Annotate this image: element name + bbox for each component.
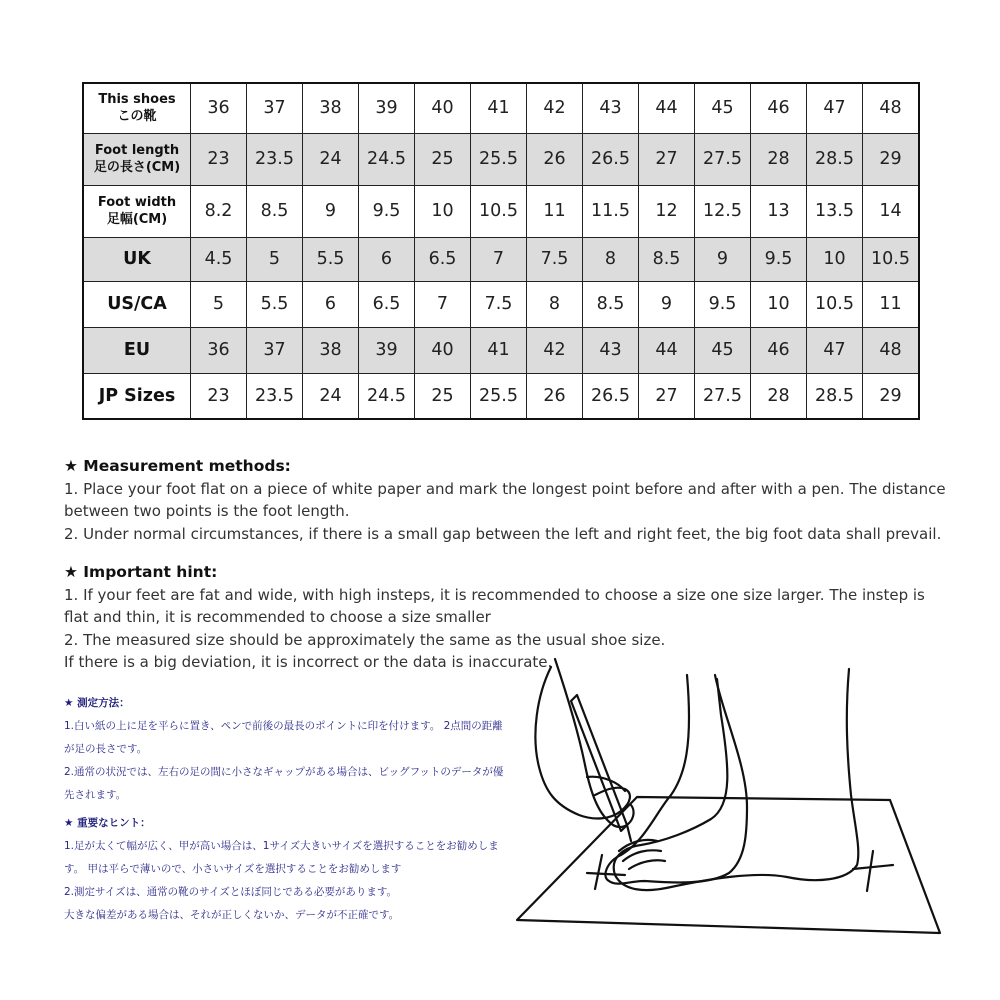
size-cell: 37	[247, 327, 303, 373]
size-cell: 27	[639, 373, 695, 419]
jp-hint-heading: ★ 重要なヒント：	[64, 817, 151, 829]
size-cell: 25	[415, 133, 471, 185]
size-cell: 6.5	[359, 281, 415, 327]
right-foot-outline	[614, 669, 859, 890]
size-cell: 7	[471, 237, 527, 281]
size-cell: 5.5	[247, 281, 303, 327]
size-cell: 8.5	[583, 281, 639, 327]
row-label-line: US/CA	[107, 294, 167, 314]
size-cell: 39	[359, 327, 415, 373]
size-cell: 8.5	[639, 237, 695, 281]
row-label-line: 足幅(CM)	[106, 212, 168, 227]
size-cell: 44	[639, 83, 695, 133]
size-cell: 26	[527, 373, 583, 419]
size-cell: 28.5	[807, 133, 863, 185]
jp-hint-section	[64, 812, 504, 927]
paper-sheet-shape	[517, 797, 940, 933]
size-cell: 48	[863, 327, 920, 373]
measurement-methods-step-2: 2. Under normal circumstances, if there is a small gap between the left and right feet, the big foot data shall prevail.	[64, 524, 942, 543]
size-cell: 43	[583, 327, 639, 373]
size-cell: 39	[359, 83, 415, 133]
size-cell: 40	[415, 327, 471, 373]
size-cell: 25.5	[471, 133, 527, 185]
size-cell: 29	[863, 133, 920, 185]
size-cell: 9.5	[695, 281, 751, 327]
row-label	[83, 281, 191, 327]
row-label-line: Foot length	[94, 143, 180, 158]
size-row	[83, 133, 919, 185]
row-label-line: EU	[123, 340, 151, 360]
size-cell: 8	[583, 237, 639, 281]
row-label-line: Foot width	[97, 195, 177, 210]
size-cell: 40	[415, 83, 471, 133]
size-cell: 36	[191, 327, 247, 373]
size-cell: 23	[191, 373, 247, 419]
size-cell: 12	[639, 185, 695, 237]
size-row	[83, 83, 919, 133]
size-cell: 9.5	[359, 185, 415, 237]
size-cell: 7.5	[471, 281, 527, 327]
size-cell: 26.5	[583, 373, 639, 419]
size-cell: 9	[303, 185, 359, 237]
size-cell: 45	[695, 327, 751, 373]
size-cell: 48	[863, 83, 920, 133]
size-row	[83, 281, 919, 327]
important-hint-item-1: 1. If your feet are fat and wide, with high insteps, it is recommended to choose a size one size larger. The instep is flat and thin, it is recommended to choose a size smaller	[64, 585, 925, 626]
size-cell: 14	[863, 185, 920, 237]
size-cell: 23.5	[247, 373, 303, 419]
size-cell: 25	[415, 373, 471, 419]
size-cell: 29	[863, 373, 920, 419]
size-cell: 24.5	[359, 373, 415, 419]
size-cell: 13.5	[807, 185, 863, 237]
size-cell: 42	[527, 327, 583, 373]
size-cell: 23.5	[247, 133, 303, 185]
size-cell: 27.5	[695, 133, 751, 185]
size-cell: 5.5	[303, 237, 359, 281]
row-label-line: UK	[123, 249, 151, 269]
size-cell: 13	[751, 185, 807, 237]
size-row	[83, 373, 919, 419]
jp-measurement-section	[64, 692, 504, 807]
size-cell: 8	[527, 281, 583, 327]
size-cell: 26.5	[583, 133, 639, 185]
row-label	[83, 373, 191, 419]
pen-tip	[627, 825, 631, 841]
size-cell: 24	[303, 133, 359, 185]
size-cell: 8.2	[191, 185, 247, 237]
heel-mark-cross	[853, 865, 893, 869]
size-cell: 25.5	[471, 373, 527, 419]
row-label	[83, 133, 191, 185]
size-cell: 7	[415, 281, 471, 327]
foot-outline	[605, 675, 747, 884]
jp-measurement-step-1: 1.白い紙の上に足を平らに置き、ペンで前後の最長のポイントに印を付けます。 2点間の距離が足の長さです。	[64, 720, 503, 755]
size-cell: 27.5	[695, 373, 751, 419]
row-label	[83, 237, 191, 281]
row-label	[83, 327, 191, 373]
row-label	[83, 83, 191, 133]
size-cell: 24	[303, 373, 359, 419]
measurement-methods-heading: ★ Measurement methods:	[64, 457, 291, 475]
size-cell: 24.5	[359, 133, 415, 185]
size-cell: 41	[471, 83, 527, 133]
row-label-line: 足の長さ(CM)	[93, 160, 181, 175]
size-cell: 5	[191, 281, 247, 327]
size-cell: 11	[527, 185, 583, 237]
size-cell: 28	[751, 373, 807, 419]
row-label	[83, 185, 191, 237]
size-chart-table	[82, 82, 920, 420]
size-cell: 6	[359, 237, 415, 281]
important-hint-item-3: If there is a big deviation, it is incorrect or the data is inaccurate.	[64, 653, 553, 671]
size-cell: 11.5	[583, 185, 639, 237]
size-cell: 26	[527, 133, 583, 185]
size-cell: 9	[639, 281, 695, 327]
size-cell: 28.5	[807, 373, 863, 419]
size-cell: 10.5	[807, 281, 863, 327]
size-cell: 10.5	[863, 237, 920, 281]
size-cell: 47	[807, 327, 863, 373]
size-cell: 37	[247, 83, 303, 133]
size-cell: 27	[639, 133, 695, 185]
size-cell: 46	[751, 327, 807, 373]
size-cell: 6.5	[415, 237, 471, 281]
size-cell: 10	[807, 237, 863, 281]
jp-hint-item-2: 2.測定サイズは、通常の靴のサイズとほぼ同じである必要があります。	[64, 886, 397, 898]
size-cell: 43	[583, 83, 639, 133]
size-cell: 46	[751, 83, 807, 133]
jp-hint-item-3: 大きな偏差がある場合は、それが正しくないか、データが不正確です。	[64, 909, 400, 921]
size-cell: 10	[751, 281, 807, 327]
size-row	[83, 237, 919, 281]
jp-measurement-step-2: 2.通常の状況では、左右の足の間に小さなギャップがある場合は、ビッグフットのデータが優先されます。	[64, 766, 504, 801]
size-cell: 12.5	[695, 185, 751, 237]
size-cell: 44	[639, 327, 695, 373]
size-cell: 41	[471, 327, 527, 373]
size-cell: 36	[191, 83, 247, 133]
size-cell: 7.5	[527, 237, 583, 281]
size-cell: 4.5	[191, 237, 247, 281]
size-cell: 11	[863, 281, 920, 327]
measurement-methods-step-1: 1. Place your foot flat on a piece of white paper and mark the longest point before and after with a pen. The distance between two points is the foot length.	[64, 479, 946, 520]
size-cell: 38	[303, 83, 359, 133]
jp-measurement-heading: ★ 測定方法：	[64, 697, 130, 709]
size-cell: 28	[751, 133, 807, 185]
size-cell: 47	[807, 83, 863, 133]
size-cell: 9.5	[751, 237, 807, 281]
jp-hint-item-1: 1.足が太くて幅が広く、甲が高い場合は、1サイズ大きいサイズを選択することをお勧めします。 甲は平らで薄いので、小さいサイズを選択することをお勧めします	[64, 840, 499, 875]
size-row	[83, 327, 919, 373]
measurement-methods-section	[64, 455, 954, 545]
size-row	[83, 185, 919, 237]
row-label-line: JP Sizes	[98, 385, 176, 406]
important-hint-item-2: 2. The measured size should be approximately the same as the usual shoe size.	[64, 630, 666, 649]
size-cell: 6	[303, 281, 359, 327]
size-cell: 10	[415, 185, 471, 237]
size-cell: 38	[303, 327, 359, 373]
size-cell: 5	[247, 237, 303, 281]
toe-mark-line	[595, 855, 602, 889]
heel-mark-line	[867, 851, 873, 891]
size-cell: 9	[695, 237, 751, 281]
size-cell: 8.5	[247, 185, 303, 237]
foot-measurement-illustration	[495, 655, 950, 945]
size-cell: 42	[527, 83, 583, 133]
size-cell: 23	[191, 133, 247, 185]
row-label-line: This shoes	[98, 92, 176, 108]
toe-mark-cross	[587, 873, 625, 875]
row-label-line: この靴	[117, 109, 157, 125]
important-hint-heading: ★ Important hint:	[64, 563, 218, 581]
size-cell: 10.5	[471, 185, 527, 237]
size-cell: 45	[695, 83, 751, 133]
